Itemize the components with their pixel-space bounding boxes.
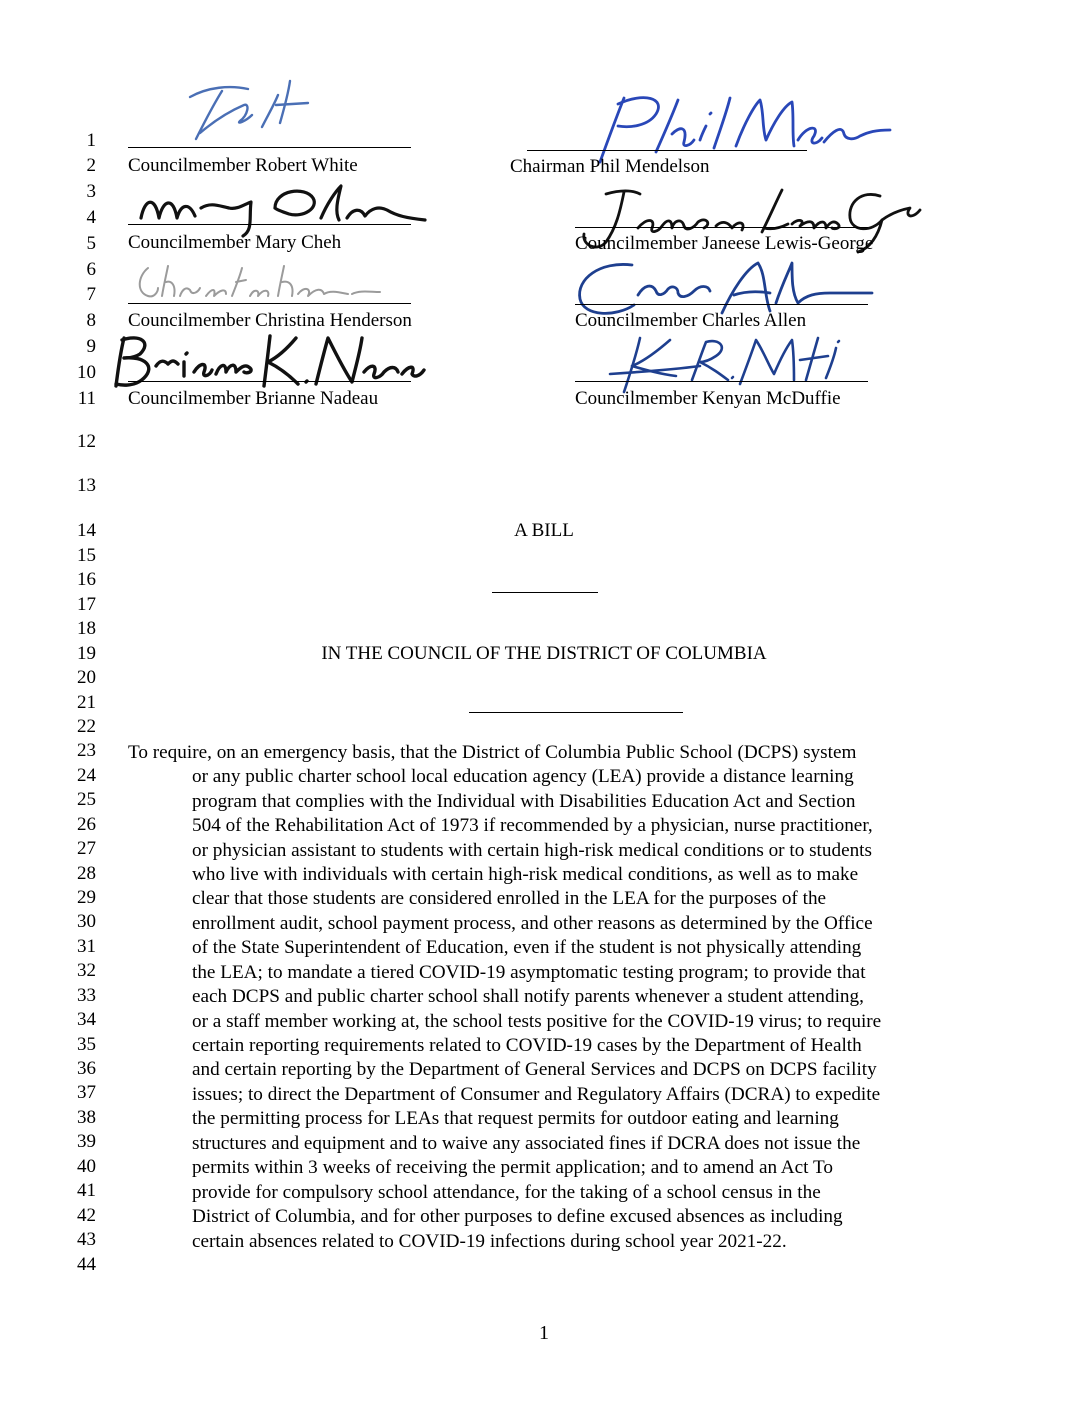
line-number: 2 (86, 155, 96, 176)
signature-line (527, 150, 807, 151)
line-number: 20 (77, 667, 96, 688)
line-number: 8 (86, 310, 96, 331)
line-number: 28 (77, 863, 96, 884)
handwritten-signature-mary-cheh (125, 178, 455, 238)
signatory-name: Councilmember Kenyan McDuffie (575, 388, 841, 409)
title-line: provide for compulsory school attendance, for the taking of a school census in the (192, 1182, 821, 1203)
line-number: 32 (77, 960, 96, 981)
signatory-name: Councilmember Christina Henderson (128, 310, 412, 331)
line-number: 23 (77, 740, 96, 761)
line-number: 39 (77, 1131, 96, 1152)
signature-line (128, 303, 411, 304)
line-number: 36 (77, 1058, 96, 1079)
title-line: structures and equipment and to waive any associated fines if DCRA does not issue the (192, 1133, 861, 1154)
line-number: 38 (77, 1107, 96, 1128)
line-number: 21 (77, 692, 96, 713)
title-line: 504 of the Rehabilitation Act of 1973 if recommended by a physician, nurse practitioner, (192, 815, 873, 836)
title-line: permits within 3 weeks of receiving the permit application; and to amend an Act To (192, 1157, 833, 1178)
line-number: 26 (77, 814, 96, 835)
line-number: 7 (86, 284, 96, 305)
line-number: 1 (86, 130, 96, 151)
title-line: or physician assistant to students with certain high-risk medical conditions or to students (192, 840, 872, 861)
line-number: 3 (86, 181, 96, 202)
title-line: or any public charter school local education agency (LEA) provide a distance learning (192, 766, 854, 787)
line-number: 35 (77, 1034, 96, 1055)
title-line: program that complies with the Individual with Disabilities Education Act and Section (192, 791, 856, 812)
title-line: clear that those students are considered enrolled in the LEA for the purposes of the (192, 888, 827, 909)
line-number: 40 (77, 1156, 96, 1177)
line-number: 29 (77, 887, 96, 908)
signatory-name: Councilmember Brianne Nadeau (128, 388, 379, 409)
line-number: 41 (77, 1180, 96, 1201)
line-number: 25 (77, 789, 96, 810)
line-number: 11 (77, 388, 96, 409)
line-number: 17 (77, 594, 96, 615)
line-number: 42 (77, 1205, 96, 1226)
signature-line (575, 227, 868, 228)
line-number: 37 (77, 1082, 96, 1103)
line-number: 31 (77, 936, 96, 957)
line-number: 5 (86, 233, 96, 254)
handwritten-signature-robert-white (150, 75, 330, 150)
signatory-name: Councilmember Charles Allen (575, 310, 807, 331)
bill-heading: A BILL (514, 520, 574, 541)
title-line: who live with individuals with certain high-risk medical conditions, as well as to make (192, 864, 859, 885)
title-line: certain absences related to COVID-19 infections during school year 2021-22. (192, 1231, 787, 1252)
line-number: 27 (77, 838, 96, 859)
title-line: of the State Superintendent of Education, even if the student is not physically attending (192, 937, 862, 958)
signature-line (575, 304, 868, 305)
title-line: each DCPS and public charter school shall notify parents whenever a student attending, (192, 986, 864, 1007)
title-line: the permitting process for LEAs that request permits for outdoor eating and learning (192, 1108, 839, 1129)
title-line: enrollment audit, school payment process, and other reasons as determined by the Office (192, 913, 873, 934)
line-number: 14 (77, 520, 96, 541)
line-number: 24 (77, 765, 96, 786)
signatory-name: Councilmember Robert White (128, 155, 358, 176)
line-number: 4 (86, 207, 96, 228)
council-heading: IN THE COUNCIL OF THE DISTRICT OF COLUMBIA (321, 643, 767, 664)
handwritten-signature-christina-henderson (128, 262, 388, 304)
title-line: the LEA; to mandate a tiered COVID-19 asymptomatic testing program; to provide that (192, 962, 866, 983)
title-line: To require, on an emergency basis, that the District of Columbia Public School (DCPS) system (128, 742, 857, 763)
line-number: 10 (77, 362, 96, 383)
line-number: 18 (77, 618, 96, 639)
line-number: 16 (77, 569, 96, 590)
line-number: 15 (77, 545, 96, 566)
title-line: or a staff member working at, the school tests positive for the COVID-19 virus; to require (192, 1011, 882, 1032)
handwritten-signature-brianne-nadeau (100, 330, 430, 392)
line-number: 30 (77, 911, 96, 932)
signature-line (128, 381, 411, 382)
divider-rule (469, 712, 683, 713)
line-number: 22 (77, 716, 96, 737)
title-line: certain reporting requirements related to COVID-19 cases by the Department of Health (192, 1035, 862, 1056)
line-number: 43 (77, 1229, 96, 1250)
line-number: 33 (77, 985, 96, 1006)
signatory-name: Councilmember Janeese Lewis-George (575, 233, 874, 254)
signature-line (128, 224, 411, 225)
line-number: 12 (77, 431, 96, 452)
title-line: District of Columbia, and for other purposes to define excused absences as including (192, 1206, 843, 1227)
bill-number-blank (492, 592, 598, 593)
line-number: 9 (86, 336, 96, 357)
line-number: 44 (77, 1254, 96, 1275)
line-number: 19 (77, 643, 96, 664)
signatory-name: Chairman Phil Mendelson (510, 156, 710, 177)
title-line: issues; to direct the Department of Consumer and Regulatory Affairs (DCRA) to expedite (192, 1084, 881, 1105)
line-number: 6 (86, 259, 96, 280)
line-number: 34 (77, 1009, 96, 1030)
signature-line (128, 147, 411, 148)
page-number: 1 (539, 1322, 549, 1344)
line-number: 13 (77, 475, 96, 496)
signature-line (575, 381, 868, 382)
signatory-name: Councilmember Mary Cheh (128, 232, 342, 253)
title-line: and certain reporting by the Department of General Services and DCPS on DCPS facility (192, 1059, 877, 1080)
